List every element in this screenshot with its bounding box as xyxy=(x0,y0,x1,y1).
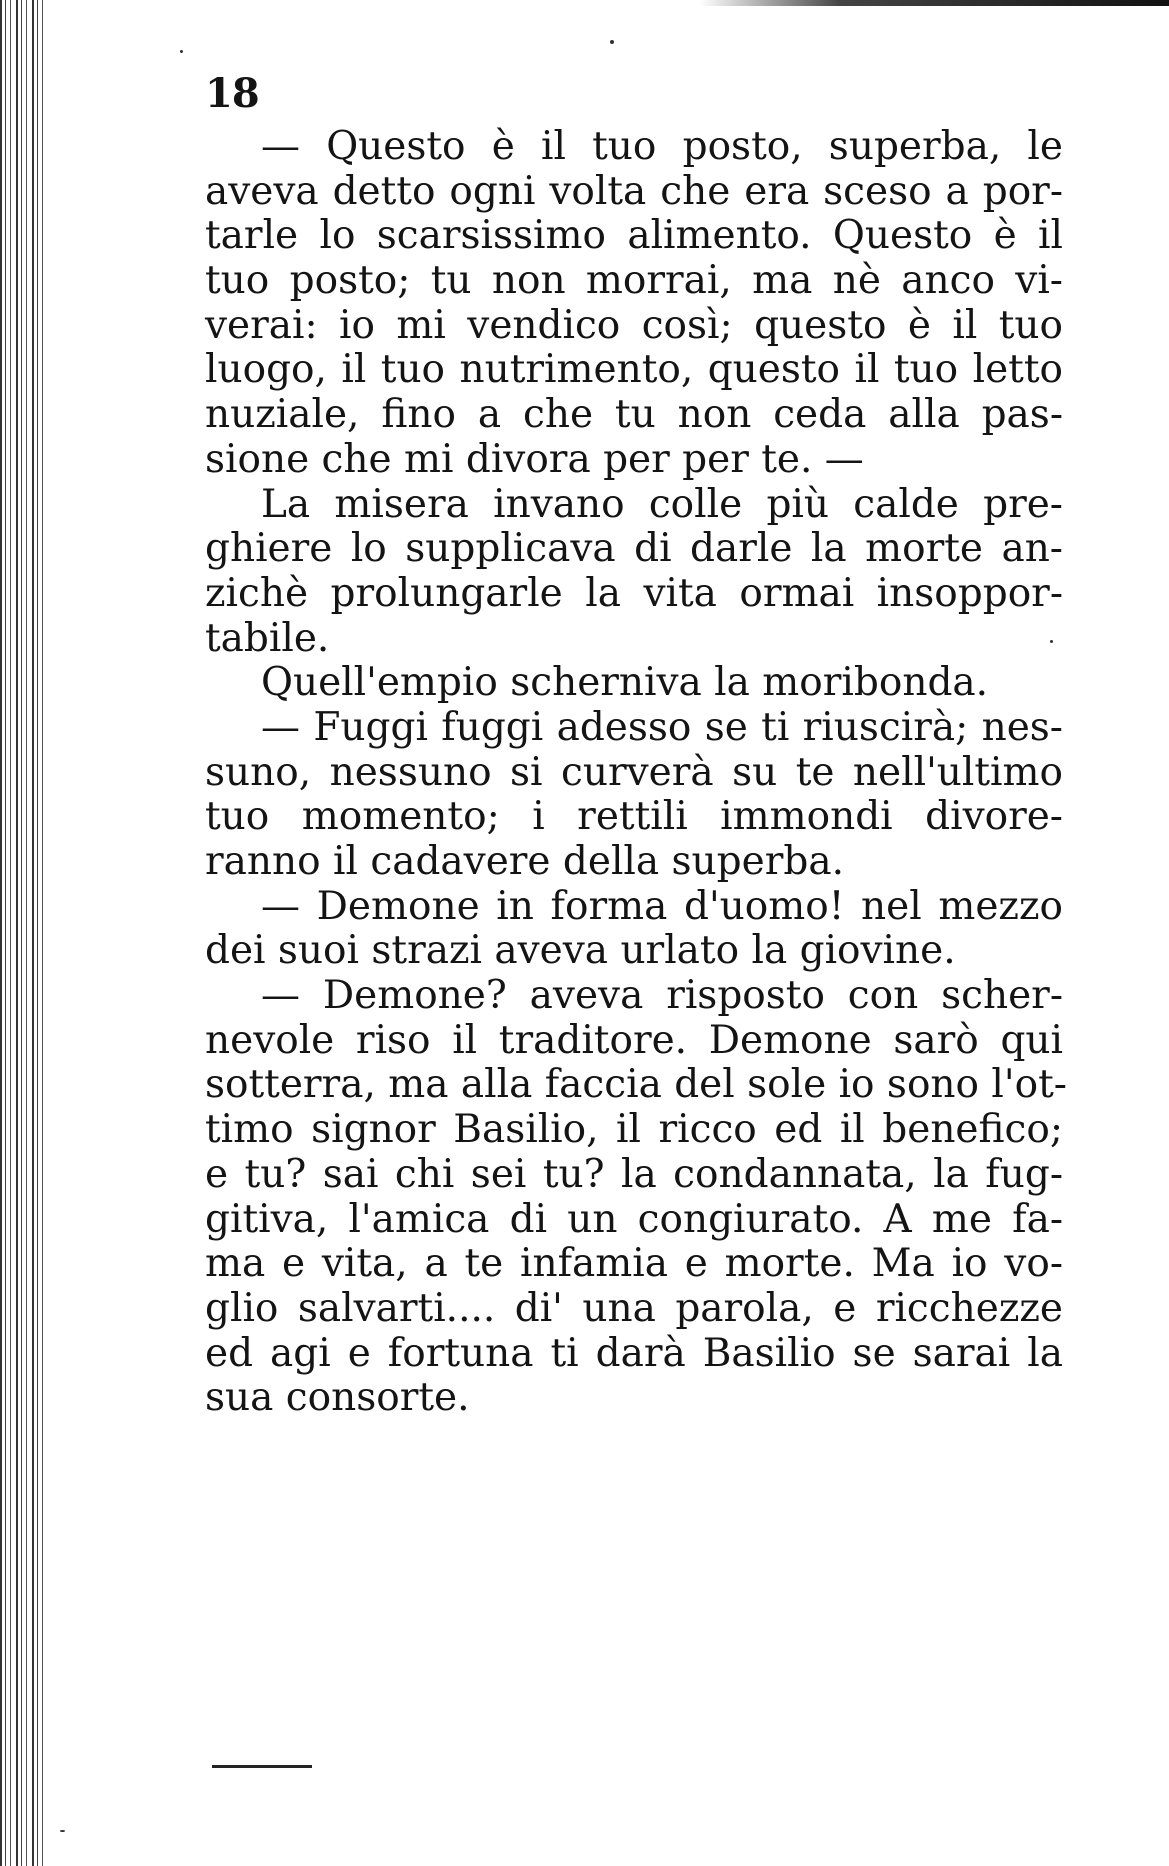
top-edge-shadow xyxy=(700,0,1169,6)
text-line: — Demone in forma d'uomo! nel mezzo xyxy=(261,883,1063,929)
text-line: — Fuggi fuggi adesso se ti riuscirà; nes- xyxy=(261,704,1063,750)
text-line: nuziale, fino a che tu non ceda alla pas- xyxy=(205,392,1063,438)
print-speck xyxy=(610,40,614,44)
text-line: timo signor Basilio, il ricco ed il benefico; xyxy=(205,1107,1063,1153)
text-line: suno, nessuno si curverà su te nell'ultimo xyxy=(205,749,1063,795)
text-line: ed agi e fortuna ti darà Basilio se sarai la xyxy=(205,1330,1063,1376)
print-speck xyxy=(1050,640,1053,643)
text-line: verai: io mi vendico così; questo è il tuo xyxy=(205,302,1063,348)
text-line: tuo momento; i rettili immondi divore- xyxy=(205,794,1063,840)
text-line: glio salvarti.... di' una parola, e ricchezze xyxy=(205,1285,1063,1331)
text-line: zichè prolungarle la vita ormai insoppor- xyxy=(205,570,1063,616)
page-binding-edge xyxy=(0,0,46,1866)
text-line: dei suoi strazi aveva urlato la giovine. xyxy=(205,928,956,974)
text-line: ma e vita, a te infamia e morte. Ma io vo- xyxy=(205,1241,1063,1287)
print-speck xyxy=(60,1830,65,1832)
text-line: — Questo è il tuo posto, superba, le xyxy=(261,124,1063,169)
text-line: — Demone? aveva risposto con scher- xyxy=(261,973,1063,1019)
text-line: tuo posto; tu non morrai, ma nè anco vi- xyxy=(205,258,1063,304)
body-text xyxy=(205,124,1067,1421)
text-line: luogo, il tuo nutrimento, questo il tuo letto xyxy=(205,347,1063,393)
text-line: sua consorte. xyxy=(205,1375,470,1421)
text-line: sione che mi divora per per te. — xyxy=(205,436,864,482)
text-line: sotterra, ma alla faccia del sole io sono l'ot- xyxy=(205,1062,1067,1108)
page-number: 18 xyxy=(205,70,259,117)
text-line: tabile. xyxy=(205,615,330,661)
text-line: tarle lo scarsissimo alimento. Questo è il xyxy=(205,213,1063,259)
text-line: ranno il cadavere della superba. xyxy=(205,839,844,884)
text-line: Quell'empio scherniva la moribonda. xyxy=(261,660,989,706)
text-line: e tu? sai chi sei tu? la condannata, la fug- xyxy=(205,1151,1063,1197)
end-rule xyxy=(212,1765,312,1768)
text-line: nevole riso il traditore. Demone sarò qui xyxy=(205,1017,1063,1063)
text-line: aveva detto ogni volta che era sceso a por- xyxy=(205,168,1063,214)
text-line: gitiva, l'amica di un congiurato. A me fa- xyxy=(205,1196,1063,1242)
print-speck xyxy=(180,50,183,53)
text-line: ghiere lo supplicava di darle la morte an- xyxy=(205,526,1063,572)
text-line: La misera invano colle più calde pre- xyxy=(261,481,1063,527)
